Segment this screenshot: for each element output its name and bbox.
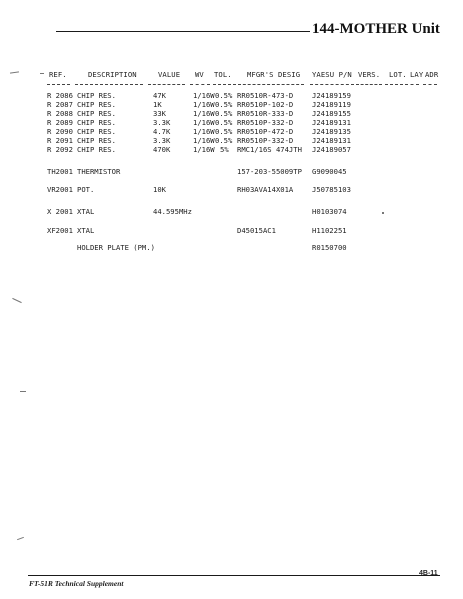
header-underline	[148, 84, 185, 85]
desc-cell: HOLDER PLATE (PM.)	[77, 243, 155, 252]
scan-mark	[12, 298, 21, 303]
ref-cell: R 2089	[47, 118, 73, 127]
desc-cell: CHIP RES.	[77, 118, 116, 127]
mfgr-cell: D45015AC1	[237, 226, 276, 235]
col-adr: ADR	[425, 70, 439, 79]
ref-cell: R 2087	[47, 100, 73, 109]
wv-cell: 1/16W	[193, 136, 215, 145]
mfgr-cell: RH03AVA14X01A	[237, 185, 294, 194]
pn-cell: J24189135	[312, 127, 351, 136]
wv-cell: 1/16W	[193, 91, 215, 100]
pn-cell: G9090045	[312, 167, 347, 176]
value-cell: 1K	[153, 100, 162, 109]
col-value: VALUE	[158, 70, 181, 79]
table-row	[0, 109, 463, 118]
column-header-row	[0, 70, 463, 80]
header-underline	[385, 84, 403, 85]
table-row	[0, 207, 463, 216]
pn-cell: H1102251	[312, 226, 347, 235]
table-row	[0, 185, 463, 194]
table-row	[0, 91, 463, 100]
col-lay: LAY	[410, 70, 424, 79]
mfgr-cell: RR0510P-102-D	[237, 100, 294, 109]
desc-cell: XTAL	[77, 207, 95, 216]
value-cell: 47K	[153, 91, 166, 100]
desc-cell: CHIP RES.	[77, 136, 116, 145]
tol-cell: 0.5%	[215, 136, 233, 145]
value-cell: 10K	[153, 185, 166, 194]
pn-cell: J24189057	[312, 145, 351, 154]
ref-cell: R 2090	[47, 127, 73, 136]
scan-mark	[382, 212, 384, 214]
mfgr-cell: RR0510P-332-D	[237, 136, 294, 145]
header-underline	[190, 84, 210, 85]
ref-cell: R 2086	[47, 91, 73, 100]
ref-cell: TH2001	[47, 167, 73, 176]
desc-cell: POT.	[77, 185, 95, 194]
col-vers: VERS.	[358, 70, 381, 79]
table-row	[0, 136, 463, 145]
col-tol: TOL.	[214, 70, 232, 79]
tol-cell: 0.5%	[215, 109, 233, 118]
table-row	[0, 145, 463, 154]
table-row	[0, 167, 463, 176]
tol-cell: 5%	[220, 145, 229, 154]
pn-cell: J50785103	[312, 185, 351, 194]
table-row	[0, 243, 463, 252]
value-cell: 3.3K	[153, 118, 171, 127]
mfgr-cell: 157-203-55009TP	[237, 167, 302, 176]
scan-mark	[17, 537, 24, 540]
footer-publication: FT-51R Technical Supplement	[29, 579, 124, 588]
col-yaesu-pn: YAESU P/N	[312, 70, 352, 79]
mfgr-cell: RR0510R-333-D	[237, 109, 294, 118]
desc-cell: CHIP RES.	[77, 127, 116, 136]
scan-mark	[20, 391, 26, 392]
wv-cell: 1/16W	[193, 127, 215, 136]
ref-cell: XF2001	[47, 226, 73, 235]
wv-cell: 1/16W	[193, 109, 215, 118]
value-cell: 33K	[153, 109, 166, 118]
desc-cell: CHIP RES.	[77, 109, 116, 118]
pn-cell: J24189155	[312, 109, 351, 118]
mfgr-cell: RR0510P-472-D	[237, 127, 294, 136]
wv-cell: 1/16W	[193, 118, 215, 127]
header-underline	[310, 84, 354, 85]
pn-cell: H0103074	[312, 207, 347, 216]
table-row	[0, 226, 463, 235]
wv-cell: 1/16W	[193, 145, 215, 154]
header-underline	[423, 84, 437, 85]
header-underline	[213, 84, 236, 85]
tol-cell: 0.5%	[215, 127, 233, 136]
mfgr-cell: RMC1/16S 474JTH	[237, 145, 302, 154]
tol-cell: 0.5%	[215, 91, 233, 100]
value-cell: 470K	[153, 145, 171, 154]
value-cell: 44.595MHz	[153, 207, 192, 216]
tol-cell: 0.5%	[215, 100, 233, 109]
col-mfgr-desig: MFGR'S DESIG	[247, 70, 301, 79]
table-row	[0, 127, 463, 136]
header-underline	[47, 84, 70, 85]
desc-cell: THERMISTOR	[77, 167, 121, 176]
header-underline	[75, 84, 143, 85]
table-row	[0, 118, 463, 127]
table-row	[0, 100, 463, 109]
ref-cell: R 2088	[47, 109, 73, 118]
col-ref: REF.	[49, 70, 67, 79]
desc-cell: CHIP RES.	[77, 100, 116, 109]
ref-cell: X 2001	[47, 207, 73, 216]
tol-cell: 0.5%	[215, 118, 233, 127]
pn-cell: J24189159	[312, 91, 351, 100]
pn-cell: J24189119	[312, 100, 351, 109]
header-rule	[56, 31, 310, 32]
page-number: 4B-11	[419, 570, 438, 577]
ref-cell: VR2001	[47, 185, 73, 194]
desc-cell: XTAL	[77, 226, 95, 235]
header-underline	[356, 84, 382, 85]
col-description: DESCRIPTION	[88, 70, 137, 79]
wv-cell: 1/16W	[193, 100, 215, 109]
ref-cell: R 2091	[47, 136, 73, 145]
pn-cell: R0150700	[312, 243, 347, 252]
pn-cell: J24189131	[312, 118, 351, 127]
page-title: 144-MOTHER Unit	[312, 21, 440, 37]
value-cell: 3.3K	[153, 136, 171, 145]
ref-cell: R 2092	[47, 145, 73, 154]
col-lot: LOT.	[389, 70, 407, 79]
scan-mark	[40, 73, 44, 74]
col-wv: WV	[195, 70, 204, 79]
mfgr-cell: RR0510R-473-D	[237, 91, 294, 100]
header-underline	[405, 84, 419, 85]
footer-rule	[28, 575, 440, 576]
value-cell: 4.7K	[153, 127, 171, 136]
pn-cell: J24189131	[312, 136, 351, 145]
header-underline	[238, 84, 304, 85]
desc-cell: CHIP RES.	[77, 91, 116, 100]
desc-cell: CHIP RES.	[77, 145, 116, 154]
mfgr-cell: RR0510P-332-D	[237, 118, 294, 127]
